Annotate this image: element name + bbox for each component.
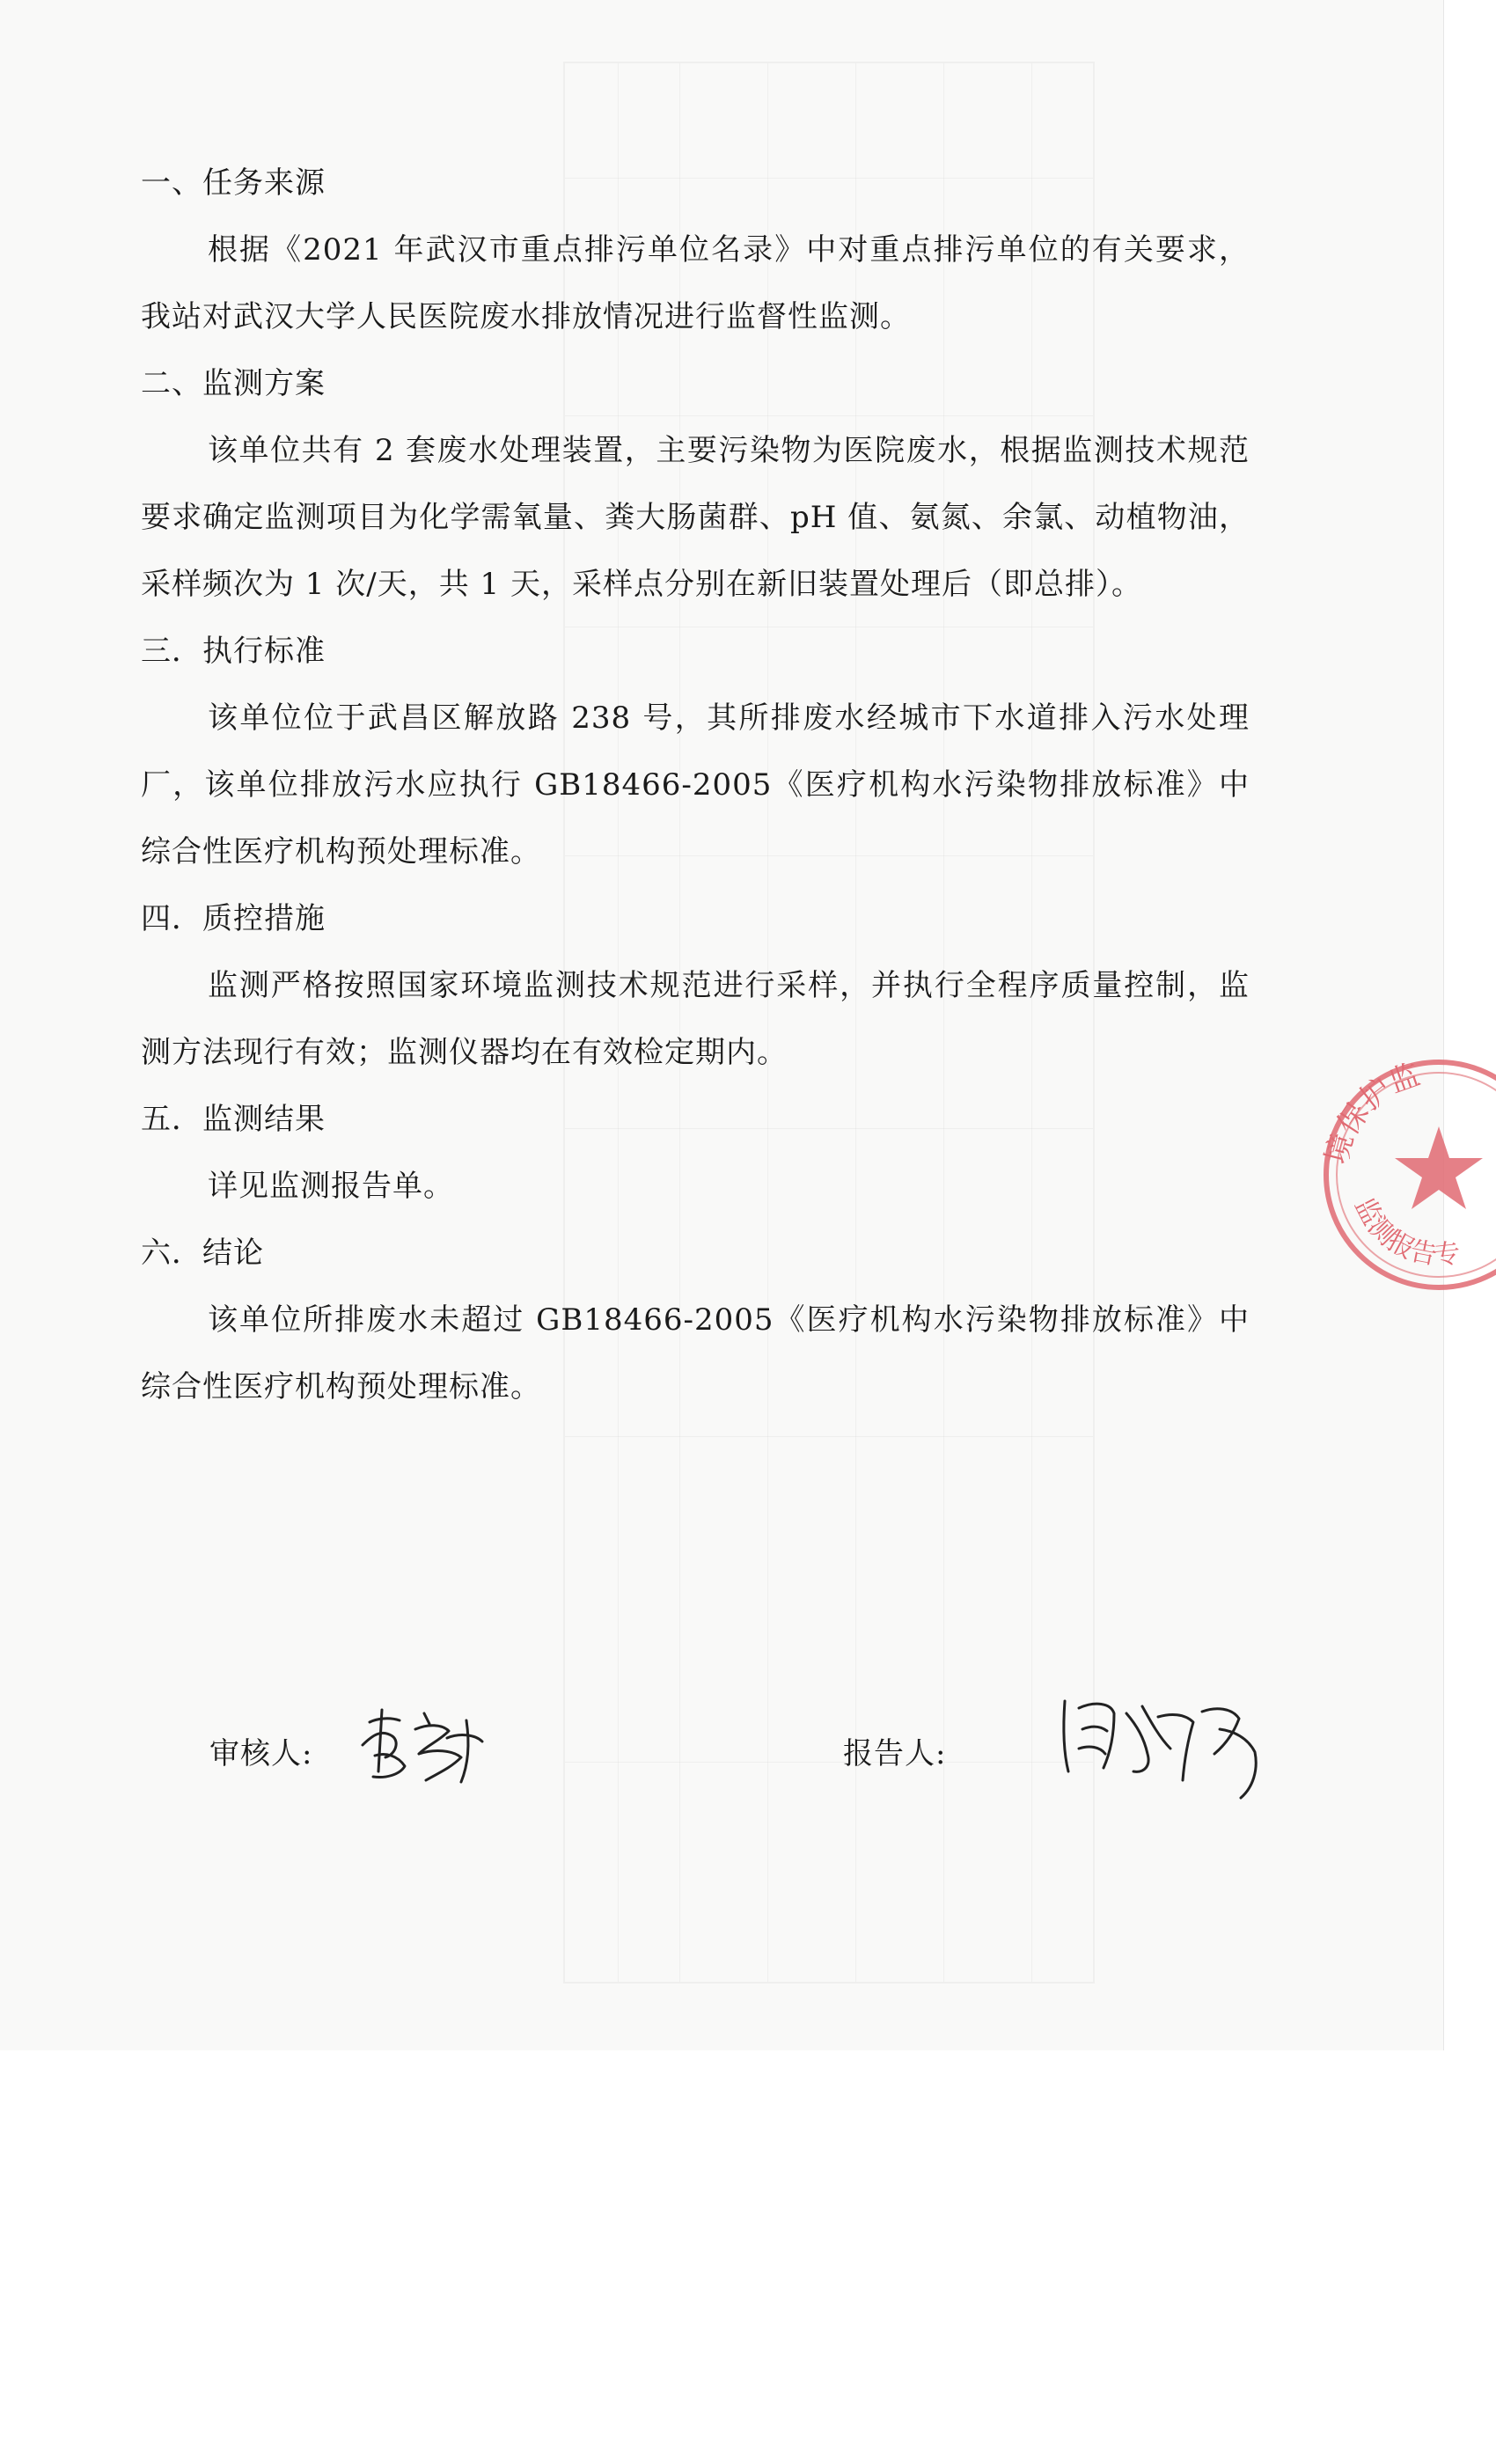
section-quality-control: [141, 885, 1250, 1086]
reporter-signature-block: [843, 1703, 1265, 1791]
report-body: [141, 150, 1250, 1420]
reporter-signature: [1052, 1687, 1281, 1810]
section-paragraph: 该单位共有 2 套废水处理装置，主要污染物为医院废水，根据监测技术规范要求确定监测项目为化学需氧量、粪大肠菌群、pH 值、氨氮、余氯、动植物油，采样频次为 1 次/天，共 1 天，采样点分别在新旧装置处理后（即总排）。: [141, 433, 1250, 602]
section-heading: 六．结论: [141, 1236, 264, 1271]
section-paragraph: 根据《2021 年武汉市重点排污单位名录》中对重点排污单位的有关要求，我站对武汉大学人民医院废水排放情况进行监督性监测。: [141, 232, 1250, 334]
stamp-top-text: 境保护监: [1319, 1057, 1425, 1169]
section-conclusion: [141, 1220, 1250, 1420]
section-paragraph: 监测严格按照国家环境监测技术规范进行采样，并执行全程序质量控制，监测方法现行有效；监测仪器均在有效检定期内。: [141, 968, 1250, 1070]
section-paragraph: 该单位所排废水未超过 GB18466-2005《医疗机构水污染物排放标准》中综合性医疗机构预处理标准。: [141, 1302, 1250, 1404]
section-paragraph: 该单位位于武昌区解放路 238 号，其所排废水经城市下水道排入污水处理厂，该单位排放污水应执行 GB18466-2005《医疗机构水污染物排放标准》中综合性医疗机构预处理标准。: [141, 700, 1250, 869]
section-heading: 五．监测结果: [141, 1102, 326, 1137]
section-results: [141, 1086, 1250, 1220]
official-seal-stamp: [1311, 1047, 1496, 1302]
reviewer-signature: [343, 1703, 510, 1791]
reviewer-label: 审核人:: [209, 1736, 313, 1771]
section-heading: 四．质控措施: [141, 901, 326, 936]
reporter-label: 报告人:: [843, 1736, 947, 1771]
section-heading: 一、任务来源: [141, 165, 326, 201]
stamp-bottom-text: 监测报告专: [1348, 1192, 1463, 1272]
section-standard: [141, 618, 1250, 885]
section-task-source: [141, 150, 1250, 350]
section-monitoring-plan: [141, 350, 1250, 618]
section-heading: 二、监测方案: [141, 366, 326, 401]
section-paragraph: 详见监测报告单。: [208, 1169, 454, 1204]
reviewer-signature-block: [209, 1703, 544, 1791]
section-heading: 三．执行标准: [141, 634, 326, 669]
